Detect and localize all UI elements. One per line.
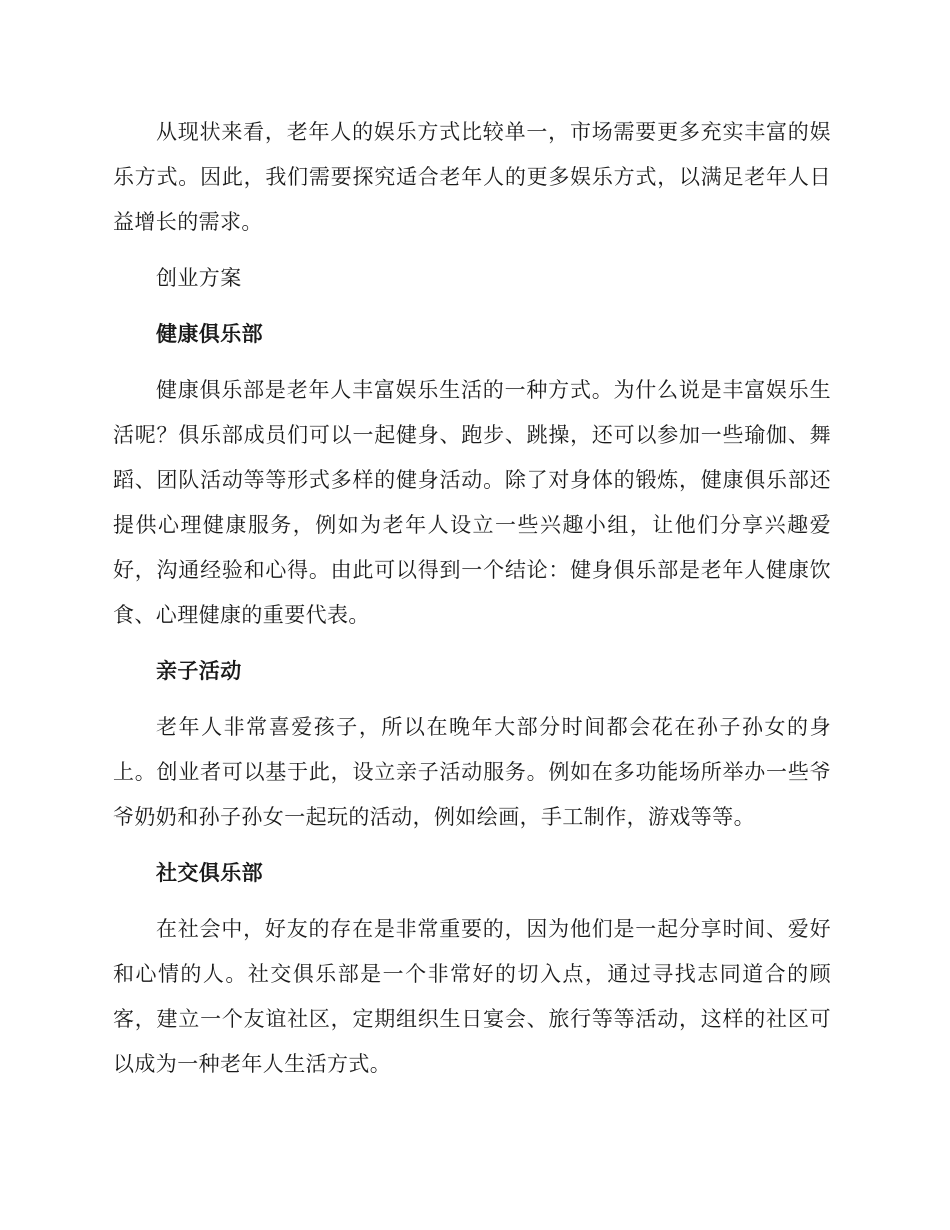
plan-heading: 创业方案: [156, 266, 242, 290]
section-paragraph-social-club: 在社会中，好友的存在是非常重要的，因为他们是一起分享时间、爱好和心情的人。社交俱乐部是一个非常好的切入点，通过寻找志同道合的顾客，建立一个友谊社区，定期组织生日宴会、旅行等等活动，这样的社区可以成为一种老年人生活方式。: [113, 917, 831, 1076]
section-paragraph-parent-child: 老年人非常喜爱孩子，所以在晚年大部分时间都会花在孙子孙女的身上。创业者可以基于此，设立亲子活动服务。例如在多功能场所举办一些爷爷奶奶和孙子孙女一起玩的活动，例如绘画，手工制作，游戏等等。: [113, 715, 831, 829]
section-paragraph-health-club: 健康俱乐部是老年人丰富娱乐生活的一种方式。为什么说是丰富娱乐生活呢？俱乐部成员们可以一起健身、跑步、跳操，还可以参加一些瑜伽、舞蹈、团队活动等等形式多样的健身活动。除了对身体的锻炼，健康俱乐部还提供心理健康服务，例如为老年人设立一些兴趣小组，让他们分享兴趣爱好，沟通经验和心得。由此可以得到一个结论：健身俱乐部是老年人健康饮食、心理健康的重要代表。: [113, 378, 831, 627]
document-body: [113, 110, 831, 1098]
section-heading-health-club: 健康俱乐部: [156, 322, 263, 346]
section-heading-social-club: 社交俱乐部: [156, 861, 263, 885]
section-heading-parent-child: 亲子活动: [156, 659, 242, 683]
intro-paragraph: 从现状来看，老年人的娱乐方式比较单一，市场需要更多充实丰富的娱乐方式。因此，我们需要探究适合老年人的更多娱乐方式，以满足老年人日益增长的需求。: [113, 120, 831, 234]
